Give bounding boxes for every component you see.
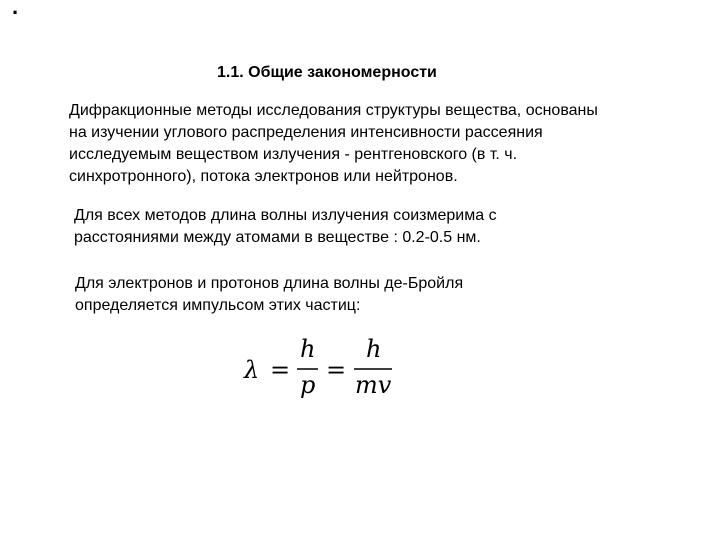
paragraph-diffraction-methods	[69, 100, 709, 188]
formula-lambda: λ	[244, 356, 260, 384]
formula-denominator-1: p	[300, 371, 316, 399]
section-title: 1.1. Общие закономерности	[217, 64, 437, 81]
paragraph-de-broglie	[75, 273, 675, 317]
formula-numerator-2: h	[366, 335, 382, 363]
text-line: расстояниями между атомами в веществе : 0.2-0.5 нм.	[74, 229, 481, 246]
text-line: на изучении углового распределения интенсивности рассеяния	[69, 124, 543, 141]
text-line: Для всех методов длина волны излучения соизмерима с	[74, 207, 497, 224]
formula-equals-2: =	[326, 356, 347, 384]
formula-equals-1: =	[270, 356, 291, 384]
text-line: определяется импульсом этих частиц:	[75, 297, 361, 314]
paragraph-wavelength	[74, 205, 674, 249]
text-line: синхротронного), потока электронов или нейтронов.	[69, 168, 458, 185]
formula-numerator-1: h	[300, 335, 316, 363]
bullet-dot: ·	[12, 0, 20, 25]
formula-denominator-2: mv	[355, 371, 392, 399]
text-line: Для электронов и протонов длина волны де-Бройля	[75, 275, 464, 292]
text-line: исследуемым веществом излучения - рентгеновского (в т. ч.	[69, 146, 518, 163]
de-broglie-formula	[242, 333, 402, 403]
text-line: Дифракционные методы исследования структуры вещества, основаны	[69, 102, 598, 119]
